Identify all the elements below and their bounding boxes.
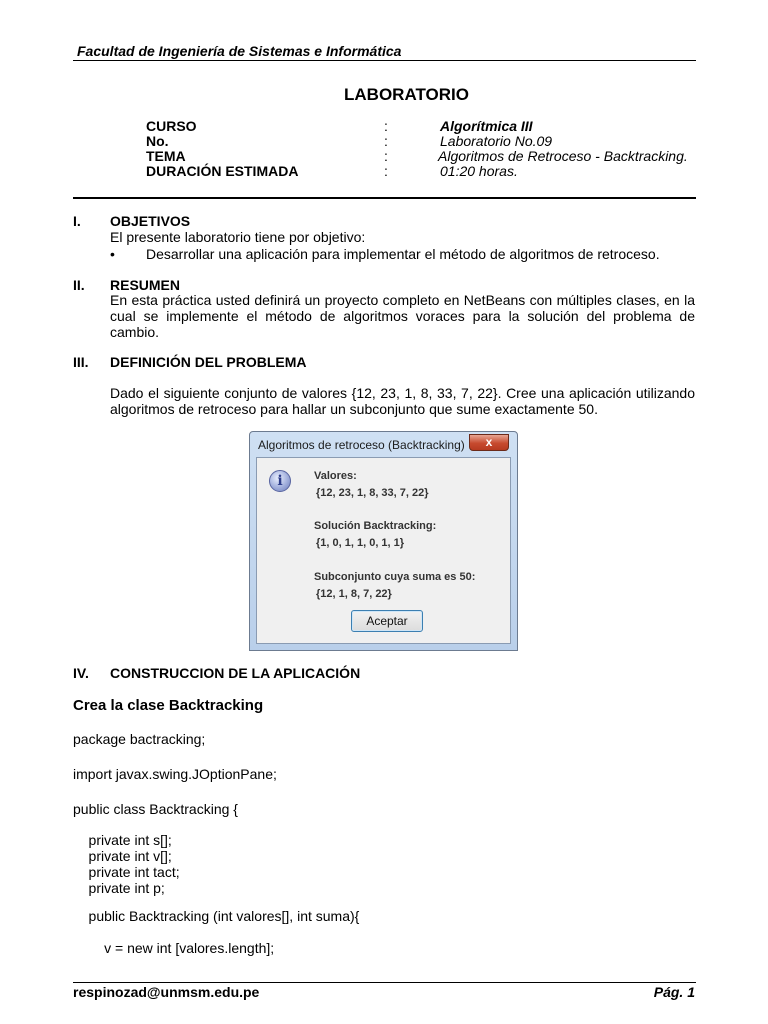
footer-email: respinozad@unmsm.edu.pe	[73, 984, 260, 1000]
info-colon: :	[384, 163, 388, 179]
objectives-text: El presente laboratorio tiene por objetivo:	[110, 229, 366, 245]
info-value-duration: 01:20 horas.	[440, 163, 518, 179]
code-line: v = new int [valores.length];	[73, 940, 275, 956]
info-colon: :	[384, 133, 388, 149]
info-label-number: No.	[146, 133, 169, 149]
code-line: import javax.swing.JOptionPane;	[73, 766, 277, 782]
info-colon: :	[384, 148, 388, 164]
summary-text: En esta práctica usted definirá un proyecto completo en NetBeans con múltiples clases, en la cual se implemente el método de algoritmos voraces para la solución del problema de cambio.	[110, 292, 695, 340]
section-number: II.	[73, 277, 85, 293]
bullet-icon: •	[110, 246, 115, 262]
section-title-problem: DEFINICIÓN DEL PROBLEMA	[110, 354, 307, 370]
code-block-fields: private int s[]; private int v[]; private int tact; private int p;	[88, 832, 180, 896]
header-divider	[73, 60, 696, 61]
footer-divider	[73, 982, 696, 983]
backtracking-dialog	[249, 431, 518, 651]
code-line: public Backtracking (int valores[], int suma){	[73, 908, 360, 924]
info-label-topic: TEMA	[146, 148, 186, 164]
class-heading: Crea la clase Backtracking	[73, 697, 264, 714]
info-value-number: Laboratorio No.09	[440, 133, 553, 149]
info-divider	[73, 197, 696, 199]
info-colon: :	[384, 118, 388, 134]
dialog-label-values: Valores:	[314, 470, 357, 482]
section-title-summary: RESUMEN	[110, 277, 181, 293]
page-number: Pág. 1	[653, 984, 695, 1000]
objectives-bullet: Desarrollar una aplicación para implementar el método de algoritmos de retroceso.	[146, 246, 660, 262]
dialog-body	[256, 457, 511, 644]
info-label-course: CURSO	[146, 118, 197, 134]
info-value-topic: Algoritmos de Retroceso - Backtracking.	[438, 148, 688, 164]
info-value-course: Algorítmica III	[440, 118, 533, 134]
info-label-duration: DURACIÓN ESTIMADA	[146, 163, 299, 179]
section-number: IV.	[73, 665, 89, 681]
dialog-label-solution: Solución Backtracking:	[314, 520, 437, 532]
accept-button[interactable]: Aceptar	[351, 610, 423, 632]
dialog-label-subset: Subconjunto cuya suma es 50:	[314, 571, 476, 583]
dialog-values: {12, 23, 1, 8, 33, 7, 22}	[316, 487, 429, 499]
code-line: public class Backtracking {	[73, 801, 238, 817]
dialog-title: Algoritmos de retroceso (Backtracking)	[258, 438, 465, 452]
problem-text: Dado el siguiente conjunto de valores {12, 23, 1, 8, 33, 7, 22}. Cree una aplicación utilizando algoritmos de retroceso para hallar un subconjunto que sume exactamente 50.	[110, 385, 695, 417]
section-title-construction: CONSTRUCCION DE LA APLICACIÓN	[110, 665, 361, 681]
info-icon: i	[269, 470, 291, 492]
section-title-objectives: OBJETIVOS	[110, 213, 191, 229]
code-line: package bactracking;	[73, 731, 206, 747]
dialog-subset: {12, 1, 8, 7, 22}	[316, 588, 392, 600]
faculty-header: Facultad de Ingeniería de Sistemas e Informática	[77, 43, 402, 59]
lab-title: LABORATORIO	[344, 85, 469, 104]
close-icon[interactable]: x	[469, 434, 509, 451]
section-number: I.	[73, 213, 81, 229]
section-number: III.	[73, 354, 89, 370]
dialog-solution: {1, 0, 1, 1, 0, 1, 1}	[316, 537, 405, 549]
